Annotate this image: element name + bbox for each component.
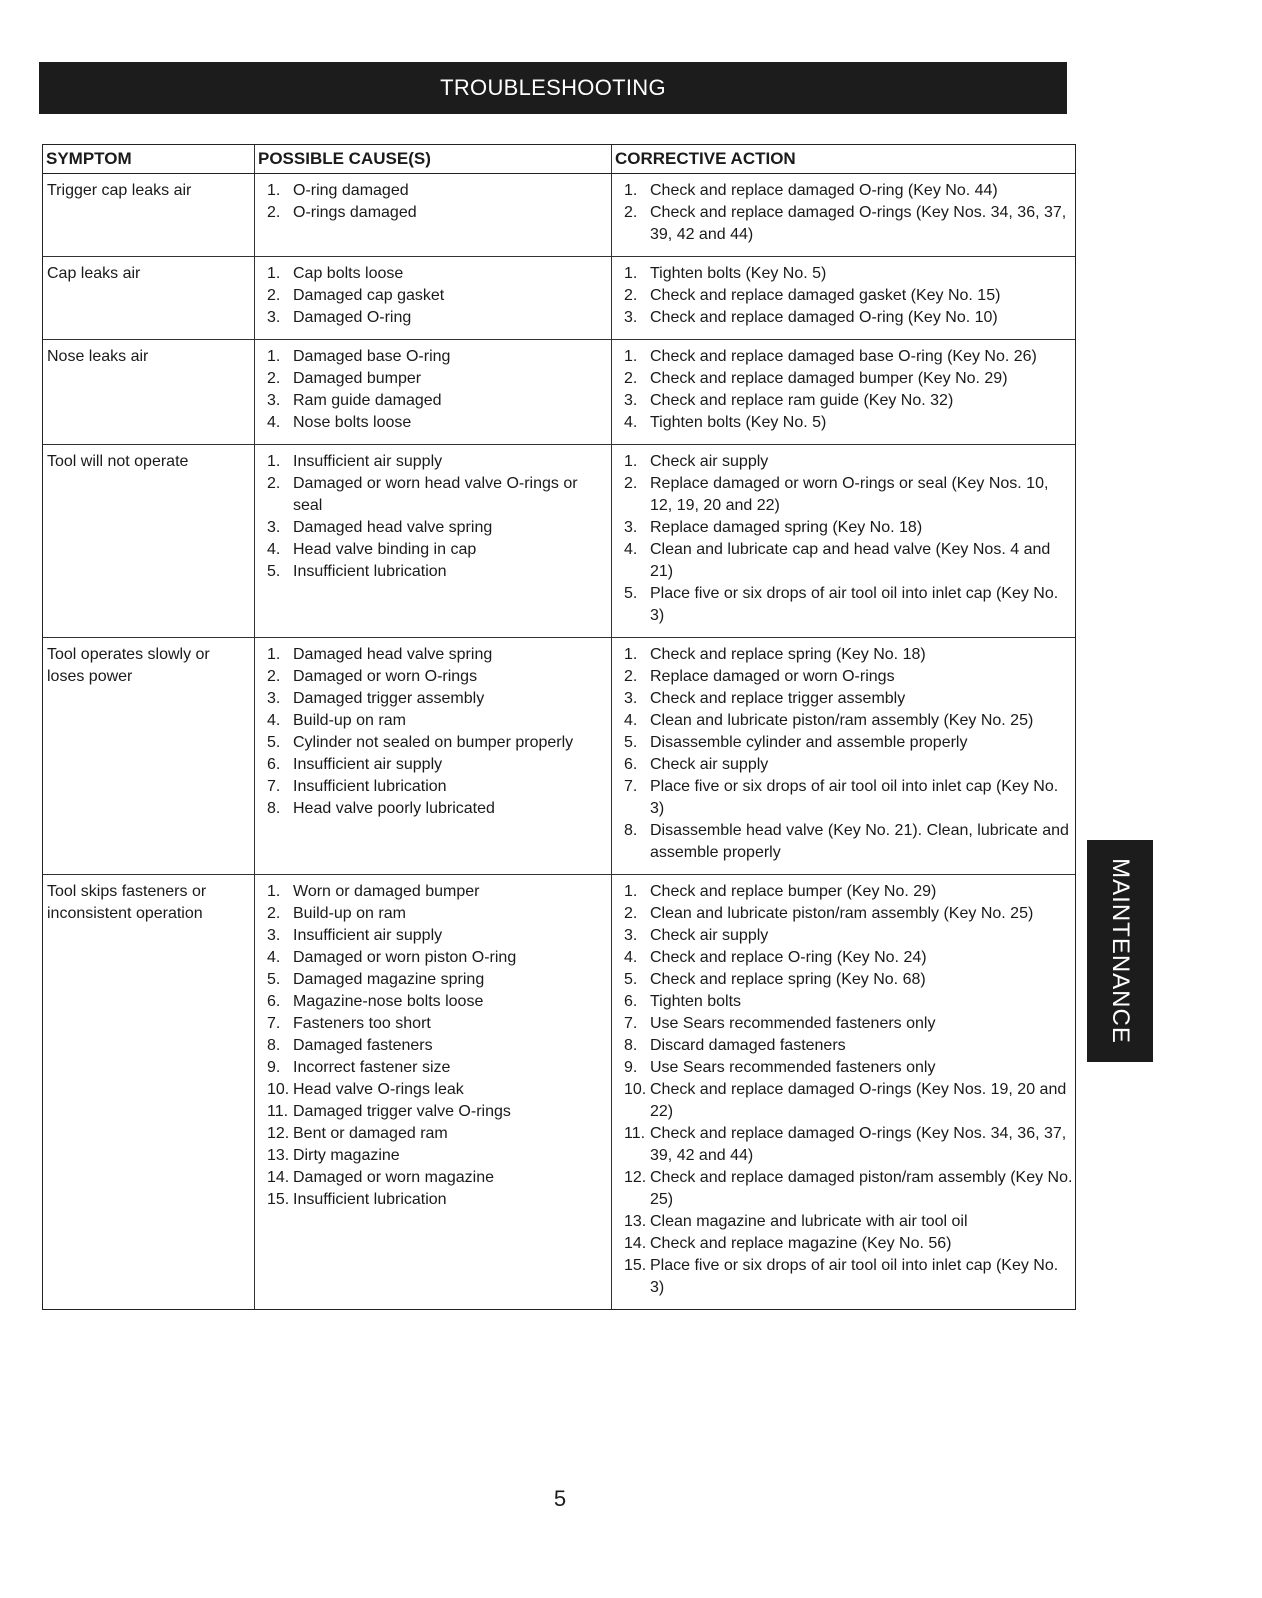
action-item xyxy=(624,1057,1075,1079)
action-item xyxy=(624,202,1075,246)
cause-text: Damaged or worn O-rings xyxy=(293,668,478,685)
cause-number: 4. xyxy=(267,949,281,966)
action-cell xyxy=(612,445,1075,637)
action-item xyxy=(624,263,1075,285)
action-text: Clean and lubricate cap and head valve (Key Nos. 4 and 21) xyxy=(650,541,1051,580)
action-number: 1. xyxy=(624,883,638,900)
cause-item xyxy=(267,390,611,412)
action-cell xyxy=(612,875,1075,1309)
cause-cell xyxy=(255,445,612,637)
action-number: 2. xyxy=(624,287,638,304)
cause-text: Damaged bumper xyxy=(293,370,422,387)
cause-text: Insufficient lubrication xyxy=(293,1191,447,1208)
action-item xyxy=(624,991,1075,1013)
side-tab-label: MAINTENANCE xyxy=(1107,858,1134,1044)
cause-text: Insufficient lubrication xyxy=(293,778,447,795)
symptom-cell: Trigger cap leaks air xyxy=(43,174,255,256)
cause-text: Insufficient lubrication xyxy=(293,563,447,580)
cause-number: 15. xyxy=(267,1191,290,1208)
action-text: Check and replace damaged base O-ring (Key No. 26) xyxy=(650,348,1037,365)
cause-item xyxy=(267,1101,611,1123)
action-number: 6. xyxy=(624,993,638,1010)
action-text: Replace damaged or worn O-rings xyxy=(650,668,895,685)
action-item xyxy=(624,1211,1075,1233)
action-number: 13. xyxy=(624,1213,647,1230)
action-text: Check and replace O-ring (Key No. 24) xyxy=(650,949,927,966)
action-number: 10. xyxy=(624,1081,647,1098)
action-item xyxy=(624,969,1075,991)
action-text: Tighten bolts (Key No. 5) xyxy=(650,265,827,282)
action-item xyxy=(624,285,1075,307)
section-side-tab xyxy=(1087,840,1153,1062)
action-number: 1. xyxy=(624,265,638,282)
action-cell xyxy=(612,174,1075,256)
action-number: 7. xyxy=(624,1015,638,1032)
cause-item xyxy=(267,1013,611,1035)
cause-text: Head valve O-rings leak xyxy=(293,1081,464,1098)
cause-number: 5. xyxy=(267,734,281,751)
cause-number: 4. xyxy=(267,414,281,431)
action-number: 7. xyxy=(624,778,638,795)
action-number: 3. xyxy=(624,309,638,326)
cause-cell xyxy=(255,875,612,1309)
cause-item xyxy=(267,881,611,903)
action-text: Replace damaged spring (Key No. 18) xyxy=(650,519,923,536)
action-item xyxy=(624,820,1075,864)
cause-item xyxy=(267,346,611,368)
cause-item xyxy=(267,754,611,776)
cause-number: 9. xyxy=(267,1059,281,1076)
cause-number: 8. xyxy=(267,800,281,817)
cause-text: Cylinder not sealed on bumper properly xyxy=(293,734,574,751)
cause-number: 5. xyxy=(267,563,281,580)
cause-number: 8. xyxy=(267,1037,281,1054)
action-item xyxy=(624,666,1075,688)
cause-number: 6. xyxy=(267,756,281,773)
action-item xyxy=(624,1255,1075,1299)
cause-text: Damaged head valve spring xyxy=(293,519,493,536)
cause-number: 6. xyxy=(267,993,281,1010)
cause-text: Damaged or worn piston O-ring xyxy=(293,949,517,966)
action-text: Clean magazine and lubricate with air tool oil xyxy=(650,1213,968,1230)
action-text: Check and replace spring (Key No. 18) xyxy=(650,646,926,663)
action-number: 5. xyxy=(624,585,638,602)
action-number: 2. xyxy=(624,475,638,492)
cause-number: 13. xyxy=(267,1147,290,1164)
action-text: Check and replace spring (Key No. 68) xyxy=(650,971,926,988)
cause-text: Damaged cap gasket xyxy=(293,287,445,304)
cause-item xyxy=(267,1167,611,1189)
cause-item xyxy=(267,1145,611,1167)
action-number: 3. xyxy=(624,690,638,707)
cause-text: Damaged or worn magazine xyxy=(293,1169,494,1186)
action-item xyxy=(624,1123,1075,1167)
action-number: 5. xyxy=(624,734,638,751)
action-item xyxy=(624,881,1075,903)
cause-item xyxy=(267,1123,611,1145)
table-row xyxy=(43,875,1075,1309)
cause-number: 2. xyxy=(267,668,281,685)
symptom-cell: Tool operates slowly or loses power xyxy=(43,638,255,874)
cause-item xyxy=(267,561,611,583)
action-number: 5. xyxy=(624,971,638,988)
cause-item xyxy=(267,412,611,434)
action-number: 1. xyxy=(624,182,638,199)
action-number: 2. xyxy=(624,204,638,221)
action-number: 3. xyxy=(624,927,638,944)
cause-item xyxy=(267,451,611,473)
action-number: 9. xyxy=(624,1059,638,1076)
cause-number: 3. xyxy=(267,392,281,409)
cause-number: 12. xyxy=(267,1125,290,1142)
action-number: 4. xyxy=(624,949,638,966)
cause-text: Incorrect fastener size xyxy=(293,1059,451,1076)
action-number: 8. xyxy=(624,822,638,839)
action-text: Disassemble cylinder and assemble properly xyxy=(650,734,968,751)
troubleshooting-table xyxy=(42,144,1076,1310)
cause-item xyxy=(267,202,611,224)
cause-text: Bent or damaged ram xyxy=(293,1125,448,1142)
action-item xyxy=(624,732,1075,754)
action-item xyxy=(624,644,1075,666)
cause-text: Damaged trigger valve O-rings xyxy=(293,1103,511,1120)
action-number: 2. xyxy=(624,668,638,685)
action-text: Use Sears recommended fasteners only xyxy=(650,1059,936,1076)
cause-text: Build-up on ram xyxy=(293,712,406,729)
action-text: Clean and lubricate piston/ram assembly (Key No. 25) xyxy=(650,905,1034,922)
cause-item xyxy=(267,947,611,969)
action-number: 6. xyxy=(624,756,638,773)
cause-item xyxy=(267,307,611,329)
symptom-cell: Cap leaks air xyxy=(43,257,255,339)
cause-text: Insufficient air supply xyxy=(293,927,443,944)
cause-text: Damaged base O-ring xyxy=(293,348,451,365)
action-item xyxy=(624,710,1075,732)
action-item xyxy=(624,688,1075,710)
cause-text: Build-up on ram xyxy=(293,905,406,922)
action-text: Check and replace damaged O-ring (Key No. 10) xyxy=(650,309,998,326)
action-number: 1. xyxy=(624,453,638,470)
cause-text: Worn or damaged bumper xyxy=(293,883,480,900)
cause-number: 4. xyxy=(267,712,281,729)
table-body xyxy=(43,174,1075,1309)
table-row xyxy=(43,174,1075,257)
cause-item xyxy=(267,1057,611,1079)
cause-text: Head valve binding in cap xyxy=(293,541,477,558)
action-item xyxy=(624,903,1075,925)
action-text: Clean and lubricate piston/ram assembly (Key No. 25) xyxy=(650,712,1034,729)
action-cell xyxy=(612,638,1075,874)
action-item xyxy=(624,180,1075,202)
action-text: Disassemble head valve (Key No. 21). Clean, lubricate and assemble properly xyxy=(650,822,1069,861)
action-text: Check and replace damaged O-rings (Key Nos. 19, 20 and 22) xyxy=(650,1081,1067,1120)
banner-title: TROUBLESHOOTING xyxy=(440,75,666,100)
cause-number: 1. xyxy=(267,182,281,199)
cause-text: Insufficient air supply xyxy=(293,453,443,470)
symptom-cell: Tool will not operate xyxy=(43,445,255,637)
cause-text: O-rings damaged xyxy=(293,204,417,221)
action-text: Check and replace damaged gasket (Key No. 15) xyxy=(650,287,1001,304)
action-text: Place five or six drops of air tool oil into inlet cap (Key No. 3) xyxy=(650,585,1059,624)
cause-text: O-ring damaged xyxy=(293,182,409,199)
cause-item xyxy=(267,263,611,285)
cause-number: 2. xyxy=(267,204,281,221)
cause-text: Damaged or worn head valve O-rings or seal xyxy=(293,475,578,514)
cause-item xyxy=(267,180,611,202)
action-text: Check air supply xyxy=(650,756,769,773)
cause-item xyxy=(267,925,611,947)
action-number: 4. xyxy=(624,541,638,558)
cause-item xyxy=(267,539,611,561)
cause-number: 3. xyxy=(267,690,281,707)
action-text: Check and replace damaged piston/ram assembly (Key No. 25) xyxy=(650,1169,1073,1208)
action-item xyxy=(624,451,1075,473)
table-row xyxy=(43,638,1075,875)
cause-number: 1. xyxy=(267,348,281,365)
cause-text: Ram guide damaged xyxy=(293,392,442,409)
cause-number: 2. xyxy=(267,287,281,304)
action-item xyxy=(624,754,1075,776)
cause-text: Damaged O-ring xyxy=(293,309,412,326)
cause-text: Nose bolts loose xyxy=(293,414,412,431)
cause-cell xyxy=(255,174,612,256)
cause-item xyxy=(267,285,611,307)
action-text: Discard damaged fasteners xyxy=(650,1037,846,1054)
cause-item xyxy=(267,473,611,517)
cause-text: Damaged trigger assembly xyxy=(293,690,485,707)
action-text: Check and replace trigger assembly xyxy=(650,690,906,707)
cause-item xyxy=(267,688,611,710)
cause-number: 3. xyxy=(267,519,281,536)
cause-cell xyxy=(255,638,612,874)
action-number: 15. xyxy=(624,1257,647,1274)
action-text: Check and replace damaged O-rings (Key Nos. 34, 36, 37, 39, 42 and 44) xyxy=(650,204,1067,243)
cause-cell xyxy=(255,257,612,339)
action-item xyxy=(624,776,1075,820)
action-number: 1. xyxy=(624,646,638,663)
cause-text: Dirty magazine xyxy=(293,1147,400,1164)
cause-item xyxy=(267,1035,611,1057)
action-cell xyxy=(612,340,1075,444)
table-row xyxy=(43,257,1075,340)
cause-text: Damaged magazine spring xyxy=(293,971,485,988)
action-text: Check and replace bumper (Key No. 29) xyxy=(650,883,937,900)
action-item xyxy=(624,1167,1075,1211)
action-number: 12. xyxy=(624,1169,647,1186)
action-item xyxy=(624,412,1075,434)
action-text: Check and replace ram guide (Key No. 32) xyxy=(650,392,954,409)
cause-number: 1. xyxy=(267,265,281,282)
cause-number: 10. xyxy=(267,1081,290,1098)
action-number: 11. xyxy=(624,1125,646,1142)
cause-number: 2. xyxy=(267,905,281,922)
action-item xyxy=(624,307,1075,329)
action-item xyxy=(624,390,1075,412)
cause-number: 1. xyxy=(267,646,281,663)
cause-number: 3. xyxy=(267,927,281,944)
cause-item xyxy=(267,368,611,390)
symptom-cell: Nose leaks air xyxy=(43,340,255,444)
cause-item xyxy=(267,798,611,820)
cause-item xyxy=(267,732,611,754)
cause-number: 5. xyxy=(267,971,281,988)
cause-text: Damaged head valve spring xyxy=(293,646,493,663)
cause-number: 3. xyxy=(267,309,281,326)
table-header xyxy=(43,145,1075,174)
action-item xyxy=(624,517,1075,539)
action-number: 3. xyxy=(624,519,638,536)
action-number: 3. xyxy=(624,392,638,409)
action-item xyxy=(624,539,1075,583)
cause-number: 1. xyxy=(267,453,281,470)
cause-item xyxy=(267,991,611,1013)
action-number: 14. xyxy=(624,1235,647,1252)
action-number: 8. xyxy=(624,1037,638,1054)
section-banner xyxy=(39,62,1067,114)
table-row xyxy=(43,340,1075,445)
symptom-cell: Tool skips fasteners or inconsistent operation xyxy=(43,875,255,1309)
table-row xyxy=(43,445,1075,638)
action-text: Replace damaged or worn O-rings or seal (Key Nos. 10, 12, 19, 20 and 22) xyxy=(650,475,1049,514)
action-number: 2. xyxy=(624,905,638,922)
cause-number: 2. xyxy=(267,475,281,492)
header-symptom: SYMPTOM xyxy=(43,145,255,173)
cause-item xyxy=(267,1079,611,1101)
cause-item xyxy=(267,969,611,991)
cause-number: 11. xyxy=(267,1103,289,1120)
cause-text: Insufficient air supply xyxy=(293,756,443,773)
cause-number: 1. xyxy=(267,883,281,900)
action-text: Check and replace magazine (Key No. 56) xyxy=(650,1235,952,1252)
cause-item xyxy=(267,517,611,539)
cause-item xyxy=(267,903,611,925)
cause-number: 2. xyxy=(267,370,281,387)
header-action: CORRECTIVE ACTION xyxy=(615,149,796,168)
action-text: Place five or six drops of air tool oil into inlet cap (Key No. 3) xyxy=(650,1257,1059,1296)
action-item xyxy=(624,947,1075,969)
cause-number: 4. xyxy=(267,541,281,558)
action-text: Check and replace damaged bumper (Key No. 29) xyxy=(650,370,1008,387)
cause-text: Cap bolts loose xyxy=(293,265,404,282)
cause-item xyxy=(267,776,611,798)
action-cell xyxy=(612,257,1075,339)
cause-text: Damaged fasteners xyxy=(293,1037,433,1054)
cause-item xyxy=(267,644,611,666)
action-text: Check and replace damaged O-ring (Key No. 44) xyxy=(650,182,998,199)
cause-text: Magazine-nose bolts loose xyxy=(293,993,484,1010)
action-item xyxy=(624,368,1075,390)
action-text: Use Sears recommended fasteners only xyxy=(650,1015,936,1032)
cause-number: 14. xyxy=(267,1169,290,1186)
action-item xyxy=(624,346,1075,368)
action-item xyxy=(624,925,1075,947)
action-number: 4. xyxy=(624,712,638,729)
cause-text: Head valve poorly lubricated xyxy=(293,800,495,817)
action-text: Tighten bolts (Key No. 5) xyxy=(650,414,827,431)
action-item xyxy=(624,1079,1075,1123)
cause-item xyxy=(267,666,611,688)
action-number: 2. xyxy=(624,370,638,387)
action-text: Check air supply xyxy=(650,453,769,470)
cause-text: Fasteners too short xyxy=(293,1015,431,1032)
cause-cell xyxy=(255,340,612,444)
page-number: 5 xyxy=(553,1486,567,1511)
action-item xyxy=(624,1035,1075,1057)
cause-item xyxy=(267,1189,611,1211)
action-number: 1. xyxy=(624,348,638,365)
cause-number: 7. xyxy=(267,1015,281,1032)
cause-number: 7. xyxy=(267,778,281,795)
action-item xyxy=(624,1013,1075,1035)
action-item xyxy=(624,1233,1075,1255)
action-text: Check and replace damaged O-rings (Key Nos. 34, 36, 37, 39, 42 and 44) xyxy=(650,1125,1067,1164)
action-item xyxy=(624,473,1075,517)
header-causes: POSSIBLE CAUSE(S) xyxy=(255,145,612,173)
action-text: Place five or six drops of air tool oil into inlet cap (Key No. 3) xyxy=(650,778,1059,817)
action-text: Check air supply xyxy=(650,927,769,944)
cause-item xyxy=(267,710,611,732)
action-text: Tighten bolts xyxy=(650,993,742,1010)
action-number: 4. xyxy=(624,414,638,431)
action-item xyxy=(624,583,1075,627)
